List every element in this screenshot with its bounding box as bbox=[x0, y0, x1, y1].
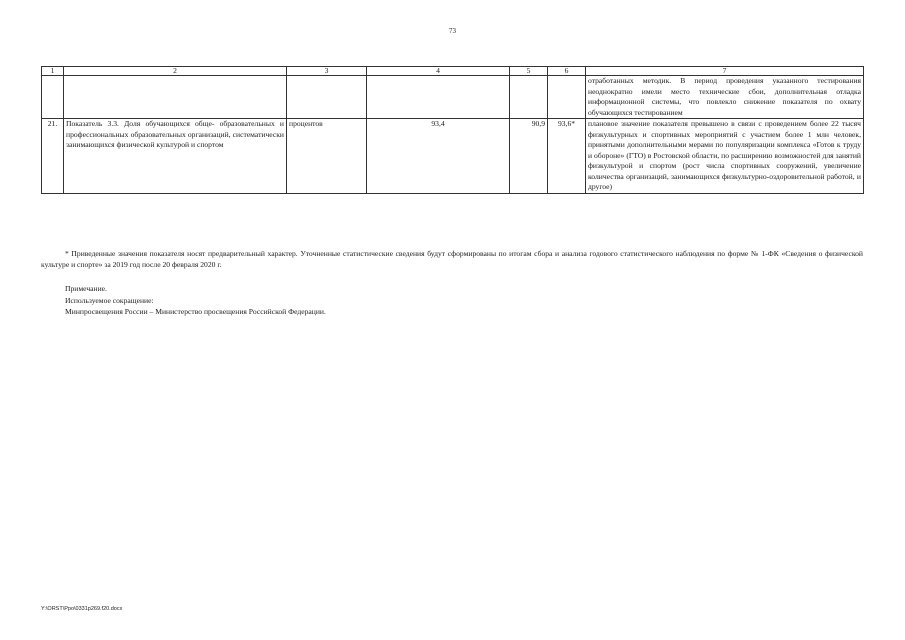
file-path: Y:\ORST\Ppo\0331p269.f20.docx bbox=[41, 606, 123, 612]
table-header-row bbox=[42, 67, 864, 76]
footnote bbox=[41, 248, 863, 270]
value-col5: 90,9 bbox=[510, 119, 548, 194]
table-row-continuation bbox=[42, 76, 864, 119]
header-cell-5: 5 bbox=[510, 67, 548, 76]
note-title: Примечание. bbox=[65, 284, 107, 293]
header-cell-1: 1 bbox=[42, 67, 64, 76]
table-row-21 bbox=[42, 119, 864, 194]
page-number: 73 bbox=[449, 27, 456, 35]
explanation-cell: плановое значение показателя превышено в связи с проведением более 22 тысяч физкультурных и спортивных мероприятий с участием более 1 млн человек, принятыми дополнительными мерами по популяризации комплекса «Готов к труду и обороне» (ГТО) в Ростовской области, по расширению возможностей для занятий физкультурой и спортом (рост числа спортивных сооружений, увеличение количества организаций, занимающихся физкультурно-оздоровительной работой, и другое) bbox=[586, 119, 864, 194]
header-cell-2: 2 bbox=[64, 67, 287, 76]
unit-cell: процентов bbox=[287, 119, 367, 194]
header-cell-4: 4 bbox=[367, 67, 510, 76]
header-cell-7: 7 bbox=[586, 67, 864, 76]
abbreviation-heading: Используемое сокращение: bbox=[65, 295, 154, 305]
notes-block bbox=[65, 283, 326, 318]
indicator-name: Показатель 3.3. Доля обучающихся обще- образовательных и профессиональных образовательных организаций, систематически занимающихся физической культурой и спортом bbox=[64, 119, 287, 194]
continuation-explanation: отработанных методик. В период проведения указанного тестирования неоднократно имели место технические сбои, дополнительная отладка информационной системы, что повлекло снижение показателя по охвату обучающихся тестированием bbox=[586, 76, 864, 119]
value-col6: 93,6* bbox=[548, 119, 586, 194]
row-number: 21. bbox=[42, 119, 64, 194]
abbreviation-text: Минпросвещения России – Министерство просвещения Российской Федерации. bbox=[65, 307, 326, 316]
value-col4: 93,4 bbox=[367, 119, 510, 194]
report-table bbox=[41, 66, 864, 194]
footnote-text: * Приведенные значения показателя носят предварительный характер. Уточненные статистические сведения будут сформированы по итогам сбора и анализа годового статистического наблюдения по форме № 1-ФК «Сведения о физической культуре и спорте» за 2019 год после 20 февраля 2020 г. bbox=[41, 249, 863, 269]
header-cell-3: 3 bbox=[287, 67, 367, 76]
header-cell-6: 6 bbox=[548, 67, 586, 76]
